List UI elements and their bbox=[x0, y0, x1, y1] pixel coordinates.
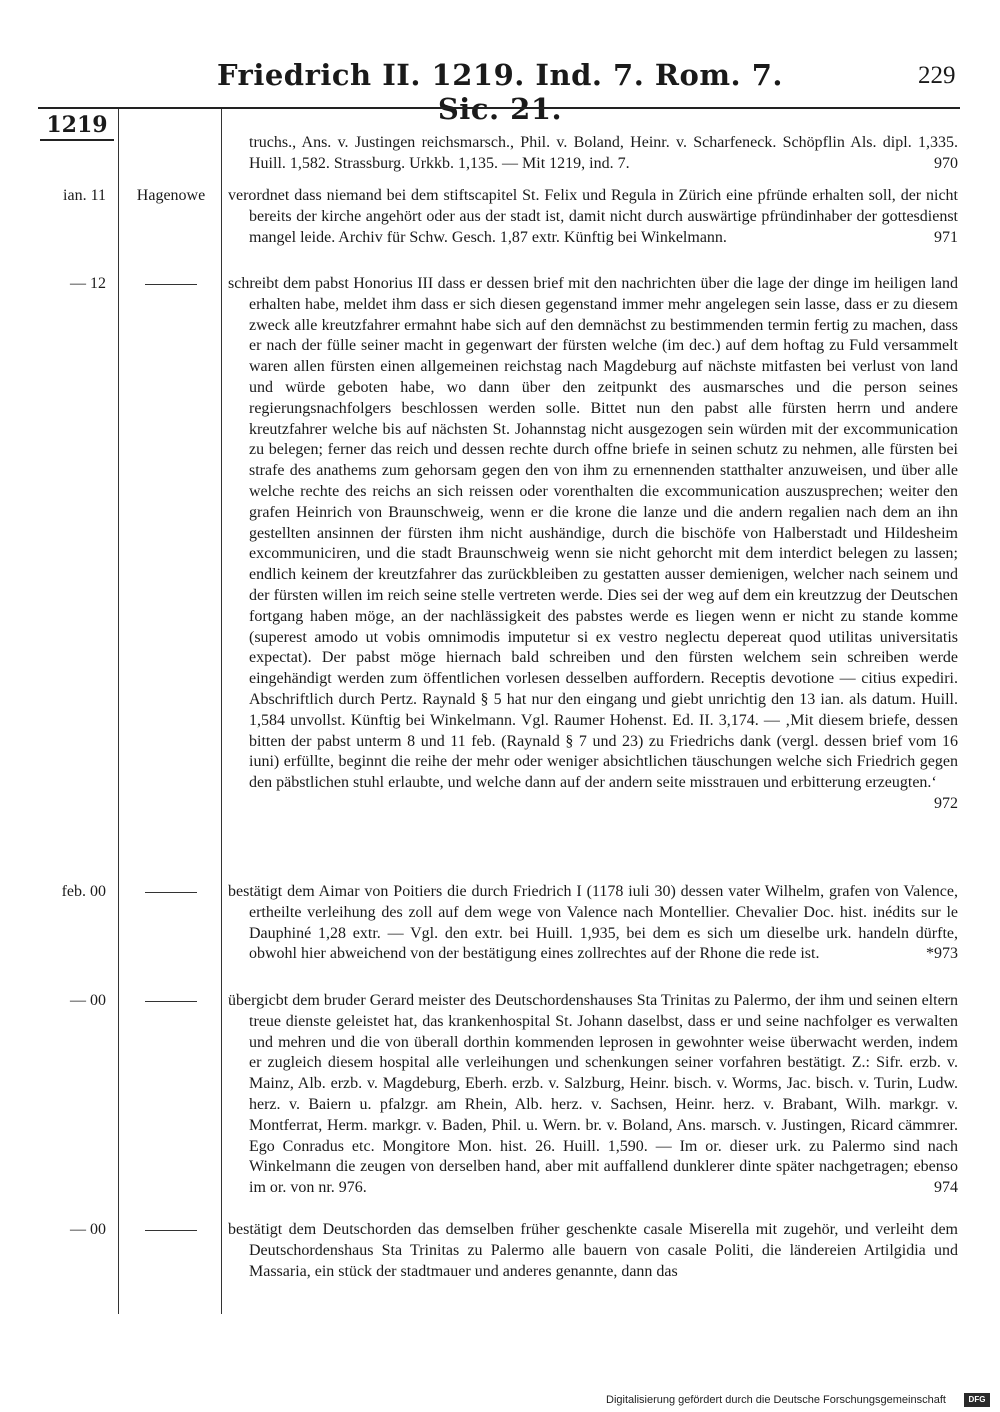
dfg-logo: DFG bbox=[964, 1393, 990, 1407]
entry-text: bestätigt dem Deutschorden das demselben früher geschenkte casale Miserella mit zugehör, und verleiht dem Deutschordenshaus Sta Trinitas zu Palermo alle bauern von casale Politi, die ländereien Artilgidia und Massaria, ein stück der stadtmauer und anderes genannte, dann das bbox=[228, 1221, 958, 1280]
entry-date: — 12 bbox=[70, 275, 106, 292]
ditto-dash bbox=[145, 1230, 197, 1231]
register-number: 974 bbox=[934, 1179, 958, 1197]
register-number: 972 bbox=[934, 794, 958, 812]
entry-date: — 00 bbox=[70, 992, 106, 1009]
register-number: 970 bbox=[934, 154, 958, 172]
column-divider-date bbox=[118, 109, 119, 1314]
register-number: *973 bbox=[926, 945, 958, 963]
year-rule bbox=[40, 139, 114, 141]
entry-text: schreibt dem pabst Honorius III dass er dessen brief mit den nachrichten über die lage der dinge im heiligen land erhalten habe, meldet ihm dass er sich diesen gegenstand immer mehr angelegen sein lasse, dass er zu diesem zweck alle kreutzfahrer ermahnt habe sich auf den demnächst zu bestimmenden termin fertig zu machen, dass er nach der fülle seiner macht in gegenwart der fürsten welche (im dec.) auf dem hoftag zu Fuld versammelt waren allen fürsten einen allgemeinen reichstag nach Magdeburg auf nächste mitfasten bei verlust von land und würde geboten habe, wo dann über den zeitpunkt des ausmarsches und die person seines regierungsnachfolgers beschlossen werden solle. Bittet nun den pabst alle fürsten herrn und andere kreutzfahrer welche bis auf nächsten St. Johannstag nicht ausgezogen sein würden mit der excommunication zu belegen; ferner das reich und dessen rechte durch offne briefe in seinen schutz zu nehmen, alle fürsten bei strafe des anathems zum gehorsam gegen den von ihm zu ernennenden statthalter anzuweisen, und über alle welche rechte des reichs an sich reissen oder vorenthalten die excommunication auszusprechen; weiter den grafen Heinrich von Braunschweig, wenn er die krone die lanze und die andern regalien nach dem an ihn gestellten ansinnen der fürsten ihm nicht aushändige, durch die bischöfe von Halberstadt und Hildesheim excommuniciren, und die stadt Braunschweig wenn sie nicht gehorcht mit dem interdict belegen zu lassen; endlich keinem der kreutzfahrer das zurückbleiben zu gestatten ausser demienigen, welcher nach seinem und der fürsten willen im reich seine stelle vertreten werde. Dies sei der weg auf dem ein kreutzzug der Deutschen fortgang haben möge, an der nachlässigkeit des pabstes werde es liegen wenn er nicht zu stande komme (superest amodo ut vobis omnimodis imputetur si ex vestro neglectu deperеat quod utilitas universitatis expectat). Der pabst möge hiernach bald schreiben und den fürsten welchem sein schreiben werde eingehändigt werden zum öffentlichen vorlesen desselben auffordern. Receptis devotione — citius expediri. Abschriftlich durch Pertz. Raynald § 5 hat nur den eingang und giebt unrichtig den 13 ian. als datum. Huill. 1,584 unvollst. Künftig bei Winkelmann. Vgl. Raumer Hohenst. Ed. II. 3,174. — ‚Mit diesem briefe, dessen bitten der pabst unterm 8 und 11 feb. (Raynald § 7 und 23) zu Friedrichs dank (vergl. dessen brief vom 16 iuni) erfüllte, beginnt die reihe der mehr oder weniger absichtlichen täuschungen welche sich Friedrich gegen den päbstlichen stuhl erlaubte, und welche dann auf der andern seite misstrauen und erbitterung erzeugten.‘ 972 bbox=[228, 274, 958, 815]
entry-text: truchs., Ans. v. Justingen reichsmarsch., Phil. v. Boland, Heinr. v. Scharfeneck. Schöpflin Als. dipl. 1,335. Huill. 1,582. Strassburg. Urkkb. 1,135. — Mit 1219, ind. 7. 970 bbox=[228, 133, 958, 175]
entry-text: bestätigt dem Aimar von Poitiers die durch Friedrich I (1178 iuli 30) dessen vater Wilhelm, grafen von Valence, ertheilte verleihung des zoll auf dem wege von Valence nach Montellier. Chevalier Doc. hist. inédits sur le Dauphiné 1,28 extr. — Vgl. den extr. bei Huill. 1,935, bei dem es sich um dieselbe urk. handeln dürfte, obwohl hier abweichend von der bestätigung eines zollrechtes auf der Rhone die rede ist. *973 bbox=[228, 882, 958, 965]
ditto-dash bbox=[145, 284, 197, 285]
year-label: 1219 bbox=[46, 112, 108, 138]
ditto-dash bbox=[145, 1001, 197, 1002]
column-divider-place bbox=[221, 109, 222, 1314]
entry-date: — 00 bbox=[70, 1221, 106, 1238]
entry-text: verordnet dass niemand bei dem stiftscapitel St. Felix und Regula in Zürich eine pfründe erhalten soll, der nicht bereits der kirche angehört oder aus der stadt ist, damit nicht durch auswärtige pfründinhaber der gottesdienst mangel leide. Archiv für Schw. Gesch. 1,87 extr. Künftig bei Winkelmann. 971 bbox=[228, 186, 958, 248]
funding-note: Digitalisierung gefördert durch die Deutsche Forschungsgemeinschaft bbox=[606, 1394, 946, 1406]
header-rule bbox=[38, 107, 960, 109]
entry-place: Hagenowe bbox=[136, 187, 206, 204]
entry-text: übergicbt dem bruder Gerard meister des Deutschordenshauses Sta Trinitas zu Palermo, der ihm und seinen eltern treue dienste geleistet hat, das krankenhospital St. Johann daselbst, dass er und seine nachfolger es verwalten und mehren und die von überall dorthin kommenden leprosen in gewohnter weise überwacht werden, indem er zugleich diesem hospital alle verleihungen und schenkungen seiner vorfahren bestätigt. Z.: Sifr. erzb. v. Mainz, Alb. erzb. v. Magdeburg, Eberh. erzb. v. Salzburg, Heinr. bisch. v. Worms, Jac. bisch. v. Turin, Ludw. herz. v. Baiern u. pfalzgr. am Rhein, Alb. herz. v. Sachsen, Heinr. herz. v. Brabant, Wilh. markgr. v. Montferrat, Herm. markgr. v. Baden, Phil. u. Wern. br. v. Boland, Ans. marsch. v. Justingen, Ricard cämmrer. Ego Conradus etc. Mongitore Mon. hist. 26. Huill. 1,590. — Im or. dieser urk. zu Palermo sind nach Winkelmann die zeugen von derselben hand, aber mit auffallend dunklerer dinte später nachgetragen; ebenso im or. von nr. 976. 974 bbox=[228, 991, 958, 1199]
entry-date: feb. 00 bbox=[61, 883, 106, 900]
page-number: 229 bbox=[918, 62, 956, 89]
ditto-dash bbox=[145, 892, 197, 893]
register-number: 971 bbox=[934, 228, 958, 246]
running-head: Friedrich II. 1219. Ind. 7. Rom. 7. Sic. 21. bbox=[216, 58, 784, 126]
entry-date: ian. 11 bbox=[63, 187, 106, 204]
